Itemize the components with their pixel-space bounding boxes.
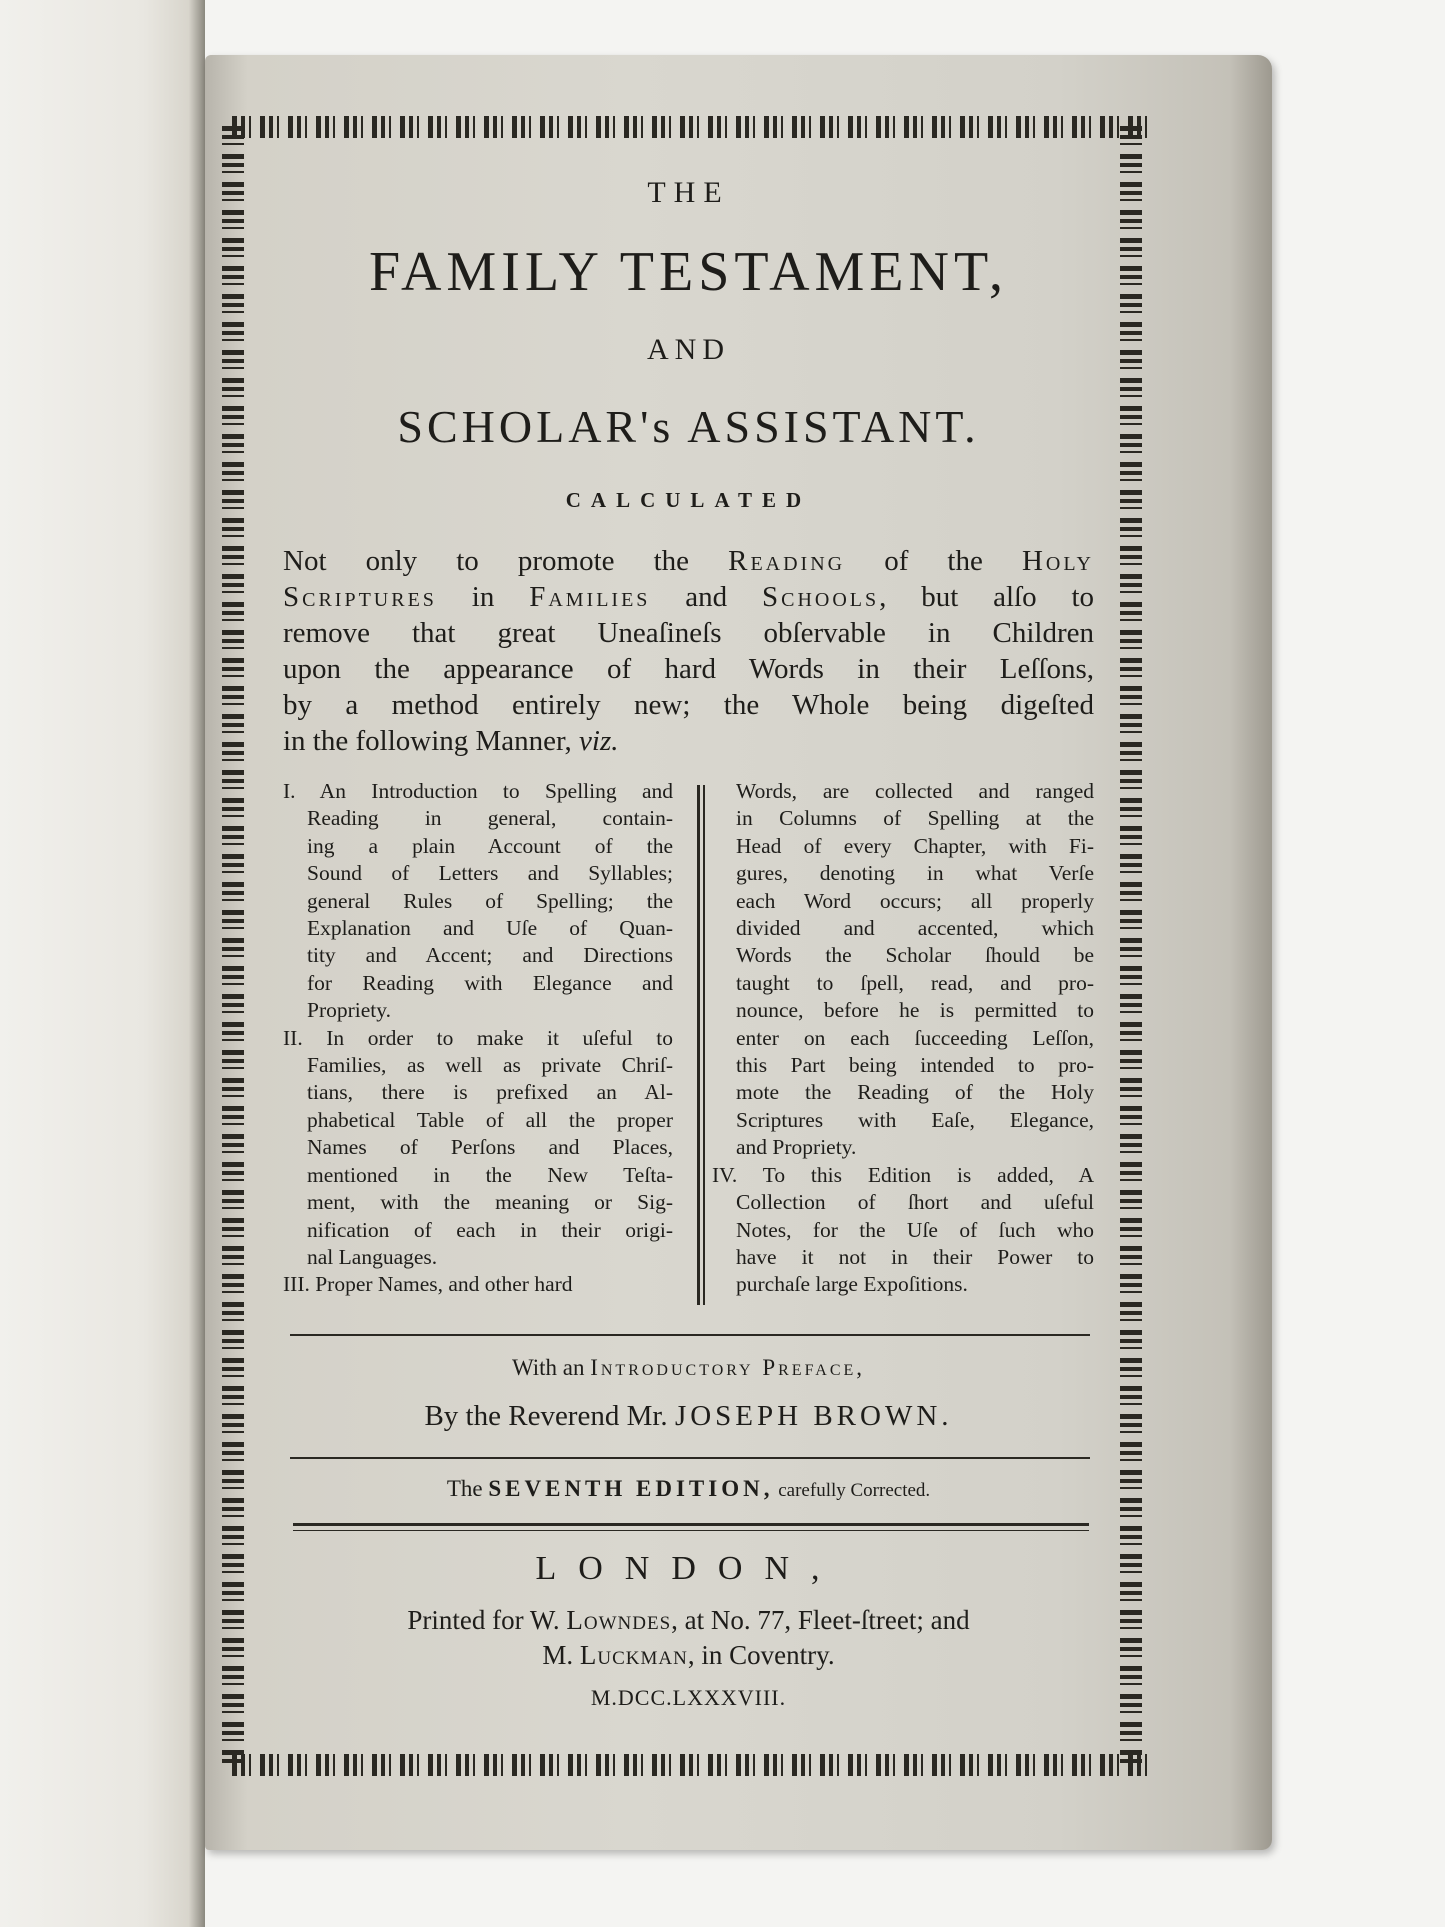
ornamental-border-right	[1120, 126, 1142, 1766]
edition-prefix: The	[446, 1476, 489, 1501]
left-column-line: general Rules of Spelling; the	[307, 888, 673, 913]
left-column-line: Families, as well as private Chriſ-	[307, 1053, 673, 1078]
left-column-line: nal Languages.	[307, 1244, 438, 1269]
paragraph-text: upon the appearance of hard Words in their Leſſons,	[283, 653, 1094, 685]
calculated-heading: CALCULATED	[565, 488, 812, 512]
left-column-line: for Reading with Elegance and	[307, 970, 673, 995]
paragraph-text: Families	[529, 581, 651, 613]
left-column-line: I. An Introduction to Spelling and	[283, 779, 673, 803]
right-column-line: nounce, before he is permitted to	[736, 998, 1094, 1023]
paragraph-text: Reading	[728, 545, 846, 577]
printer-line-1	[283, 1605, 1094, 1636]
right-column-line: Words, are collected and ranged	[736, 779, 1094, 803]
right-column-line: enter on each ſucceeding Leſſon,	[736, 1025, 1094, 1050]
right-column	[712, 778, 1094, 1299]
paragraph-text: Scriptures	[283, 581, 437, 613]
author-line	[283, 1400, 1094, 1433]
paragraph-text: Holy	[1021, 545, 1094, 577]
paragraph-line	[283, 651, 1094, 687]
facing-blank-page	[0, 0, 205, 1927]
paragraph-text: Schools	[761, 581, 880, 613]
ornamental-border-bottom	[232, 1754, 1152, 1776]
column-divider-left	[697, 785, 700, 1305]
right-column-line: this Part being intended to pro-	[736, 1053, 1094, 1078]
printer-address: , in Coventry.	[687, 1640, 835, 1670]
right-column-line: IV. To this Edition is added, A	[712, 1162, 1094, 1187]
right-column-line: have it not in their Power to	[736, 1244, 1094, 1269]
author-prefix: By the Reverend Mr.	[424, 1400, 675, 1432]
paragraph-text: in	[436, 581, 530, 613]
paragraph-text: , but alſo to	[879, 581, 1094, 613]
right-column-line: Collection of ſhort and uſeful	[736, 1190, 1094, 1215]
right-column-line: divided and accented, which	[736, 916, 1094, 941]
edition-suffix: carefully Corrected.	[773, 1480, 931, 1501]
left-column-line: Propriety.	[307, 998, 391, 1023]
rule-2	[290, 1457, 1090, 1459]
printer-name: Luckman	[579, 1640, 688, 1670]
ornamental-border-top	[232, 116, 1152, 138]
left-column-line: ing a plain Account of the	[307, 833, 673, 858]
left-column-line: Explanation and Uſe of Quan-	[307, 916, 673, 941]
printer-text: Printed for W.	[407, 1605, 567, 1635]
paragraph-line	[283, 579, 1094, 615]
preface-text: With an	[511, 1355, 591, 1380]
right-column-line: Words the Scholar ſhould be	[736, 943, 1094, 968]
left-column-line: tians, there is prefixed an Al-	[307, 1080, 673, 1105]
right-column-line: purchaſe large Expoſitions.	[736, 1272, 968, 1297]
preface-smallcaps: Introductory Preface,	[590, 1355, 866, 1380]
paragraph-text: and	[650, 581, 762, 613]
paragraph-line	[283, 687, 1094, 723]
description-paragraph	[283, 543, 1094, 759]
ornamental-border-left	[222, 126, 244, 1766]
right-column-line: mote the Reading of the Holy	[736, 1080, 1094, 1105]
left-column-line: tity and Accent; and Directions	[307, 943, 673, 968]
left-column-line: ment, with the meaning or Sig-	[307, 1190, 673, 1215]
paragraph-line	[283, 543, 1094, 579]
paragraph-text: remove that great Uneaſineſs obſervable in Children	[283, 617, 1094, 649]
column-divider-right	[703, 785, 705, 1305]
printer-line-2	[283, 1640, 1094, 1671]
paragraph-text: Not only to promote the	[283, 545, 729, 577]
left-column-line: III. Proper Names, and other hard	[283, 1272, 573, 1297]
publication-date: M.DCC.LXXXVIII.	[590, 1685, 787, 1710]
title-and: AND	[647, 333, 730, 366]
main-title: FAMILY TESTAMENT,	[368, 241, 1009, 303]
left-column-line: Reading in general, contain-	[307, 806, 673, 831]
right-column-line: taught to ſpell, read, and pro-	[736, 970, 1094, 995]
left-column-line: phabetical Table of all the proper	[307, 1107, 673, 1132]
rule-1	[290, 1334, 1090, 1336]
edition-line	[283, 1476, 1094, 1502]
right-column-line: Head of every Chapter, with Fi-	[736, 833, 1094, 858]
right-column-line: each Word occurs; all properly	[736, 888, 1094, 913]
left-column-line: nification of each in their origi-	[307, 1217, 673, 1242]
right-column-line: Scriptures with Eaſe, Elegance,	[736, 1107, 1094, 1132]
paragraph-line	[283, 723, 1094, 759]
left-column-line: Names of Perſons and Places,	[307, 1135, 673, 1160]
paragraph-text: by a method entirely new; the Whole being digeſted	[283, 689, 1094, 721]
right-column-line: Notes, for the Uſe of ſuch who	[736, 1217, 1094, 1242]
double-rule-bottom	[293, 1530, 1089, 1531]
printer-text: M.	[542, 1640, 580, 1670]
paragraph-text: of the	[845, 545, 1022, 577]
right-column-line: and Propriety.	[736, 1135, 857, 1160]
edition-main: SEVENTH EDITION,	[488, 1476, 774, 1501]
printer-address: , at No. 77, Fleet-ſtreet; and	[671, 1605, 970, 1635]
preface-line	[283, 1355, 1094, 1381]
author-name: JOSEPH BROWN.	[674, 1400, 953, 1432]
paragraph-line	[283, 615, 1094, 651]
printer-name: Lowndes	[566, 1605, 672, 1635]
left-column	[283, 778, 673, 1299]
right-column-line: in Columns of Spelling at the	[736, 806, 1094, 831]
city: LONDON,	[535, 1550, 842, 1587]
paragraph-text: viz.	[579, 725, 619, 757]
title-the: THE	[647, 176, 730, 209]
double-rule-top	[293, 1523, 1089, 1526]
right-column-line: gures, denoting in what Verſe	[736, 861, 1094, 886]
left-column-line: mentioned in the New Teſta-	[307, 1162, 673, 1187]
subtitle: SCHOLAR's ASSISTANT.	[397, 401, 980, 452]
left-column-line: II. In order to make it uſeful to	[283, 1025, 673, 1050]
paragraph-text: in the following Manner,	[283, 725, 580, 757]
left-column-line: Sound of Letters and Syllables;	[307, 861, 673, 886]
